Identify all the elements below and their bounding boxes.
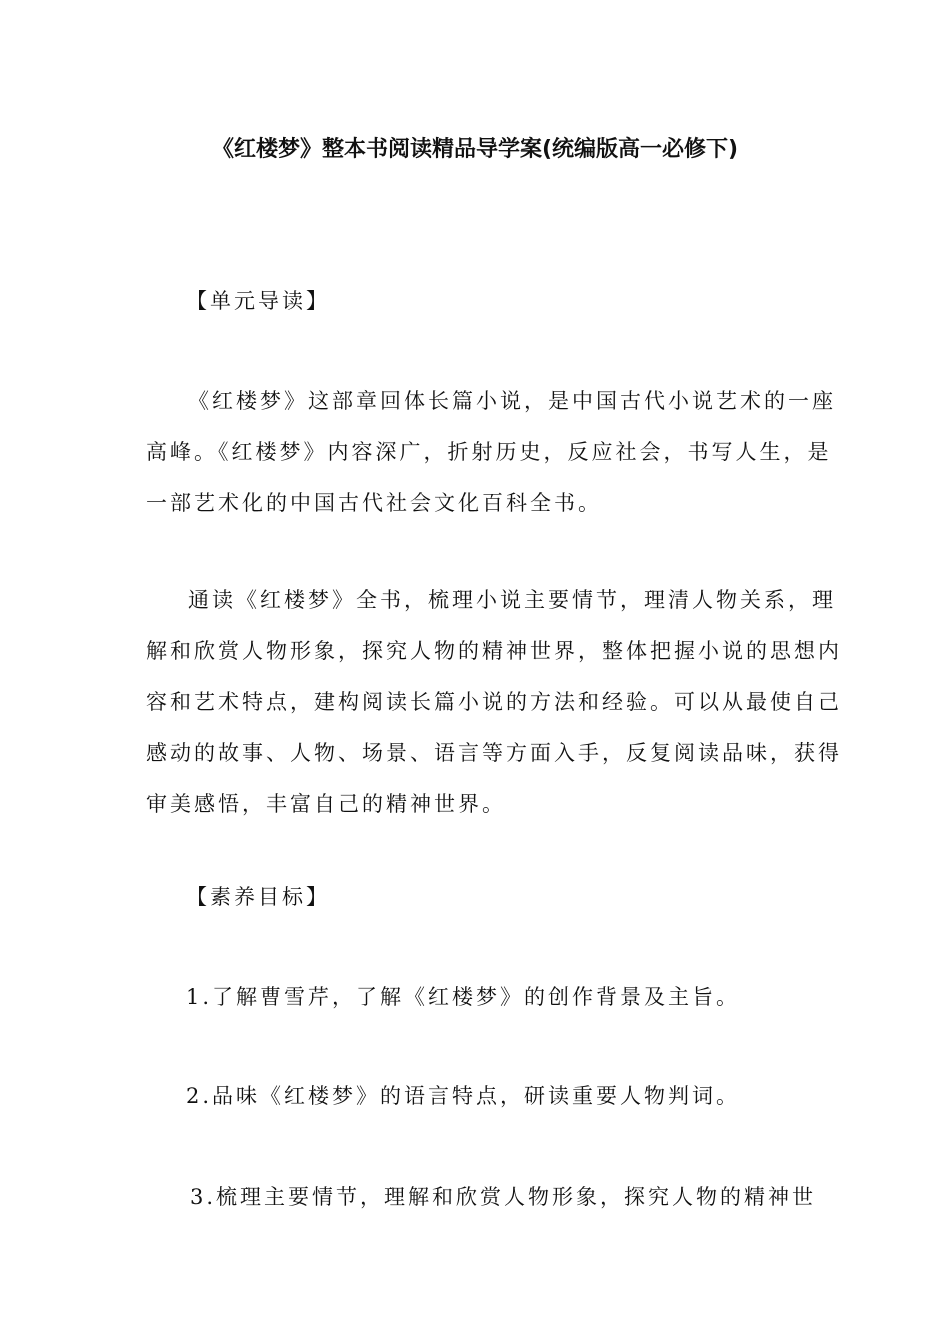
paragraph-line: 《红楼梦》这部章回体长篇小说，是中国古代小说艺术的一座 — [188, 389, 836, 413]
goal-item-3: 3.梳理主要情节，理解和欣赏人物形象，探究人物的精神世 — [190, 1185, 817, 1209]
paragraph-line: 一部艺术化的中国古代社会文化百科全书。 — [146, 491, 602, 515]
paragraph-line: 通读《红楼梦》全书，梳理小说主要情节，理清人物关系，理 — [188, 588, 836, 612]
section-heading-literacy-goals: 【素养目标】 — [186, 885, 330, 909]
paragraph-intro — [146, 376, 836, 529]
paragraph-line: 解和欣赏人物形象，探究人物的精神世界，整体把握小说的思想内 — [146, 639, 842, 663]
section-heading-unit-guide: 【单元导读】 — [186, 289, 330, 313]
goal-item-1: 1.了解曹雪芹，了解《红楼梦》的创作背景及主旨。 — [186, 985, 741, 1009]
goal-item-2: 2.品味《红楼梦》的语言特点，研读重要人物判词。 — [186, 1084, 741, 1108]
paragraph-line: 高峰。《红楼梦》内容深广，折射历史，反应社会，书写人生，是 — [146, 440, 832, 464]
paragraph-line: 审美感悟，丰富自己的精神世界。 — [146, 792, 506, 816]
paragraph-line: 容和艺术特点，建构阅读长篇小说的方法和经验。可以从最使自己 — [146, 690, 842, 714]
document-title: 《红楼梦》整本书阅读精品导学案(统编版高一必修下) — [211, 137, 739, 162]
paragraph-reading-guide — [146, 575, 842, 830]
paragraph-line: 感动的故事、人物、场景、语言等方面入手，反复阅读品味，获得 — [146, 741, 842, 765]
